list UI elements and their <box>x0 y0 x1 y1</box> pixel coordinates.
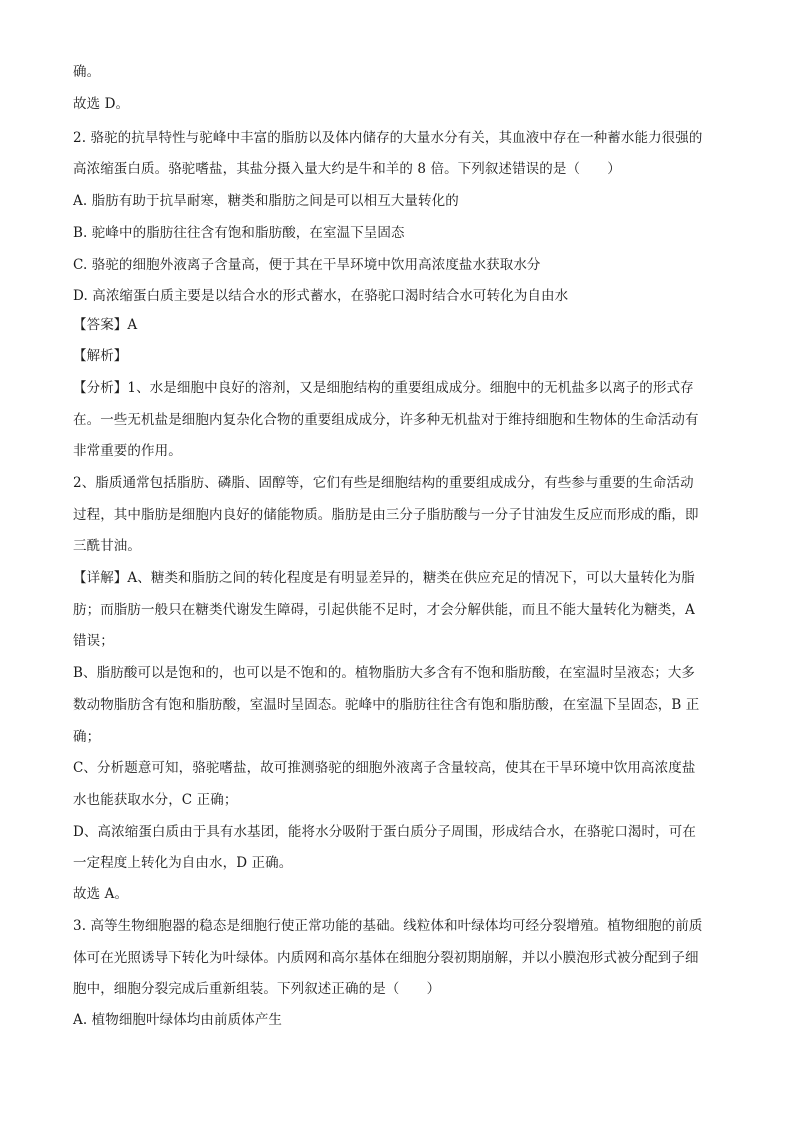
detail-text: 错误； <box>73 633 114 649</box>
detail-text: 【详解】A、糖类和脂肪之间的转化程度是有明显差异的，糖类在供应充足的情况下，可以大量转化为脂 <box>73 570 695 586</box>
text-line: 故选 D。 <box>73 96 130 112</box>
option-c: C. 骆驼的细胞外液离子含量高，便于其在干旱环境中饮用高浓度盐水获取水分 <box>73 257 541 273</box>
question-3-stem: 3. 高等生物细胞器的稳态是细胞行使正常功能的基础。线粒体和叶绿体均可经分裂增殖。植物细胞的前质 <box>73 918 703 934</box>
detail-text: D、高浓缩蛋白质由于具有水基团，能将水分吸附于蛋白质分子周围，形成结合水，在骆驼口渴时，可在 <box>73 824 696 840</box>
analysis-heading: 【解析】 <box>73 348 128 364</box>
option-b: B. 驼峰中的脂肪往往含有饱和脂肪酸，在室温下呈固态 <box>73 225 405 241</box>
question-2-stem: 高浓缩蛋白质。骆驼嗜盐，其盐分摄入量大约是牛和羊的 8 倍。下列叙述错误的是（ ） <box>73 161 621 177</box>
analysis-text: 在。一些无机盐是细胞内复杂化合物的重要组成成分，许多种无机盐对于维持细胞和生物体的生命活动有 <box>73 412 699 428</box>
detail-text: 数动物脂肪含有饱和脂肪酸，室温时呈固态。驼峰中的脂肪往往含有饱和脂肪酸，在室温下呈固态，B 正 <box>73 697 700 713</box>
analysis-text: 2、脂质通常包括脂肪、磷脂、固醇等，它们有些是细胞结构的重要组成成分，有些参与重要的生命活动 <box>73 475 694 491</box>
question-3-stem: 胞中，细胞分裂完成后重新组装。下列叙述正确的是（ ） <box>73 981 441 997</box>
question-2-stem: 2. 骆驼的抗旱特性与驼峰中丰富的脂肪以及体内储存的大量水分有关，其血液中存在一种蓄水能力很强的 <box>73 130 703 146</box>
detail-text: 一定程度上转化为自由水，D 正确。 <box>73 855 293 871</box>
analysis-text: 非常重要的作用。 <box>73 443 182 459</box>
option-a: A. 脂肪有助于抗旱耐寒，糖类和脂肪之间是可以相互大量转化的 <box>73 193 459 209</box>
detail-text: 水也能获取水分，C 正确； <box>73 792 238 808</box>
text-line: 故选 A。 <box>73 886 129 902</box>
analysis-text: 过程，其中脂肪是细胞内良好的储能物质。脂肪是由三分子脂肪酸与一分子甘油发生反应而形成的酯，即 <box>73 507 699 523</box>
analysis-text: 【分析】1、水是细胞中良好的溶剂，又是细胞结构的重要组成成分。细胞中的无机盐多以离子的形式存 <box>73 380 694 396</box>
answer-label: 【答案】A <box>73 317 138 333</box>
question-3-stem: 体可在光照诱导下转化为叶绿体。内质网和高尔基体在细胞分裂初期崩解，并以小膜泡形式被分配到子细 <box>73 950 699 966</box>
detail-text: 肪；而脂肪一般只在糖类代谢发生障碍，引起供能不足时，才会分解供能，而且不能大量转化为糖类，A <box>73 602 695 618</box>
option-d: D. 高浓缩蛋白质主要是以结合水的形式蓄水，在骆驼口渴时结合水可转化为自由水 <box>73 288 569 304</box>
detail-text: B、脂肪酸可以是饱和的，也可以是不饱和的。植物脂肪大多含有不饱和脂肪酸，在室温时呈液态；大多 <box>73 665 696 681</box>
text-line: 确。 <box>73 64 101 80</box>
option-a: A. 植物细胞叶绿体均由前质体产生 <box>73 1012 283 1028</box>
detail-text: 确； <box>73 729 101 745</box>
detail-text: C、分析题意可知，骆驼嗜盐，故可推测骆驼的细胞外液离子含量较高，使其在干旱环境中饮用高浓度盐 <box>73 760 696 776</box>
analysis-text: 三酰甘油。 <box>73 538 141 554</box>
